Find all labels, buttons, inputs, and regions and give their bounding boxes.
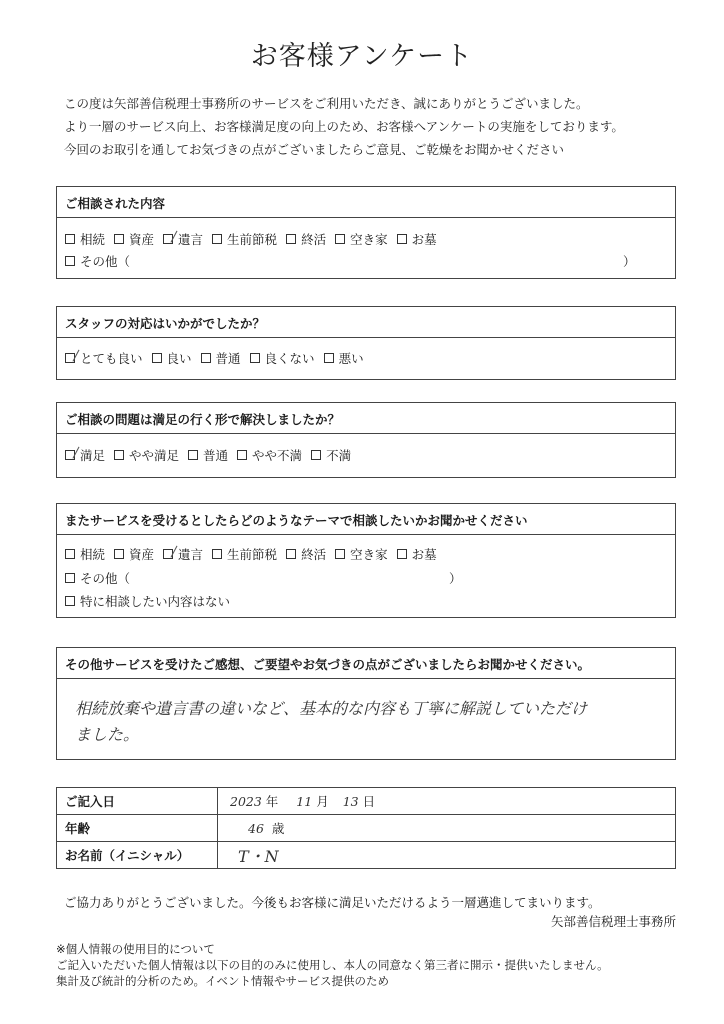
checkbox[interactable] [311,450,321,460]
option-nothing-specific[interactable]: 特に相談したい内容はない [65,592,230,610]
option-somewhat-dissatisfied[interactable]: やや不満 [237,446,302,464]
date-year: 2023 [230,794,262,809]
age-unit: 歳 [271,821,285,836]
handwritten-answer-line: 相続放棄や遺言書の違いなど、基本的な内容も丁寧に解説していただけ [75,699,588,718]
option-other[interactable]: その他（ [65,569,130,587]
check-mark-icon [65,345,80,361]
checkbox[interactable] [65,573,75,583]
section-heading: またサービスを受けるとしたらどのようなテーマで相談したいかお聞かせください [57,504,675,535]
date-month: 11 [296,794,313,809]
page-title: お客様アンケート [250,41,474,72]
checkbox[interactable] [188,450,198,460]
option-good[interactable]: 良い [152,349,192,367]
intro-text [64,92,624,161]
option-row [65,349,373,367]
checkbox[interactable] [65,596,75,606]
option-row-other [65,569,139,587]
checkbox-checked[interactable] [163,549,173,559]
check-mark-icon [163,226,178,242]
checkbox-checked[interactable] [65,353,75,363]
checkbox[interactable] [335,234,345,244]
year-unit: 年 [265,794,279,809]
option-seizen-setsuzei[interactable]: 生前節税 [212,545,277,563]
privacy-line: 集計及び統計的分析のため。イベント情報やサービス提供のため [56,974,390,988]
name-label: お名前（イニシャル） [57,842,218,869]
age-value: 46 [248,821,264,836]
check-mark-icon [163,541,178,557]
table-row [57,815,676,842]
date-field[interactable] [218,788,676,815]
option-seizen-setsuzei[interactable]: 生前節税 [212,230,277,248]
option-yuigon[interactable]: 遺言 [163,545,203,563]
respondent-info-table [56,787,676,869]
checkbox[interactable] [152,353,162,363]
firm-name: 矢部善信税理士事務所 [550,914,676,929]
checkbox[interactable] [114,450,124,460]
checkbox[interactable] [286,234,296,244]
option-other[interactable]: その他（ [65,252,130,270]
date-label: ご記入日 [57,788,218,815]
checkbox[interactable] [250,353,260,363]
section-resolution-satisfaction [56,402,676,478]
date-day: 13 [342,794,359,809]
checkbox-checked[interactable] [163,234,173,244]
checkbox[interactable] [65,234,75,244]
table-row [57,842,676,869]
privacy-line: ご記入いただいた個人情報は以下の目的のみに使用し、本人の同意なく第三者に開示・提供いたしません。 [56,958,609,972]
name-field[interactable] [218,842,676,869]
option-somewhat-satisfied[interactable]: やや満足 [114,446,179,464]
checkbox[interactable] [201,353,211,363]
option-shukatsu[interactable]: 終活 [286,230,326,248]
table-row [57,788,676,815]
option-dissatisfied[interactable]: 不満 [311,446,351,464]
close-paren: ） [623,254,636,269]
option-shisan[interactable]: 資産 [114,545,154,563]
option-row-other [65,252,139,270]
checkbox[interactable] [237,450,247,460]
section-consulted-topics [56,186,676,279]
name-value: T・N [238,846,279,866]
checkbox[interactable] [212,234,222,244]
privacy-notice [56,941,609,989]
option-normal[interactable]: 普通 [201,349,241,367]
option-akiya[interactable]: 空き家 [335,545,388,563]
option-row-none [65,592,239,610]
checkbox[interactable] [286,549,296,559]
option-shisan[interactable]: 資産 [114,230,154,248]
section-heading: スタッフの対応はいかがでしたか？ [57,307,675,338]
checkbox[interactable] [114,549,124,559]
section-heading: ご相談された内容 [57,187,675,218]
intro-line: より一層のサービス向上、お客様満足度の向上のため、お客様へアンケートの実施をしております。 [64,119,624,134]
option-row [65,446,360,464]
check-mark-icon [65,442,80,458]
option-ohaka[interactable]: お墓 [397,230,437,248]
thanks-text: ご協力ありがとうございました。今後もお客様に満足いただけるよう一層邁進してまいります。 [64,895,601,910]
checkbox[interactable] [324,353,334,363]
option-yuigon[interactable]: 遺言 [163,230,203,248]
checkbox[interactable] [335,549,345,559]
intro-line: この度は矢部善信税理士事務所のサービスをご利用いただき、誠にありがとうございました。 [64,96,589,111]
option-satisfied[interactable]: 満足 [65,446,105,464]
privacy-line: ※個人情報の使用目的について [56,942,215,956]
day-unit: 日 [362,794,376,809]
age-field[interactable] [218,815,676,842]
age-label: 年齢 [57,815,218,842]
option-souzoku[interactable]: 相続 [65,545,105,563]
checkbox[interactable] [65,256,75,266]
section-heading: ご相談の問題は満足の行く形で解決しましたか？ [57,403,675,434]
option-bad[interactable]: 悪い [324,349,364,367]
section-heading: その他サービスを受けたご感想、ご要望やお気づきの点がございましたらお聞かせください。 [57,648,675,679]
section-staff-response [56,306,676,380]
option-souzoku[interactable]: 相続 [65,230,105,248]
section-feedback [56,647,676,760]
checkbox[interactable] [114,234,124,244]
option-row [65,545,446,563]
option-normal[interactable]: 普通 [188,446,228,464]
checkbox[interactable] [212,549,222,559]
option-ohaka[interactable]: お墓 [397,545,437,563]
section-future-themes [56,503,676,618]
checkbox-checked[interactable] [65,450,75,460]
option-shukatsu[interactable]: 終活 [286,545,326,563]
month-unit: 月 [316,794,329,809]
option-not-good[interactable]: 良くない [250,349,315,367]
option-row [65,230,446,248]
checkbox[interactable] [397,234,407,244]
intro-line: 今回のお取引を通してお気づきの点がございましたらご意見、ご乾燥をお聞かせください [64,142,565,157]
checkbox[interactable] [65,549,75,559]
option-akiya[interactable]: 空き家 [335,230,388,248]
checkbox[interactable] [397,549,407,559]
handwritten-answer-line: ました。 [75,725,140,744]
close-paren: ） [449,571,462,586]
option-very-good[interactable]: とても良い [65,349,143,367]
